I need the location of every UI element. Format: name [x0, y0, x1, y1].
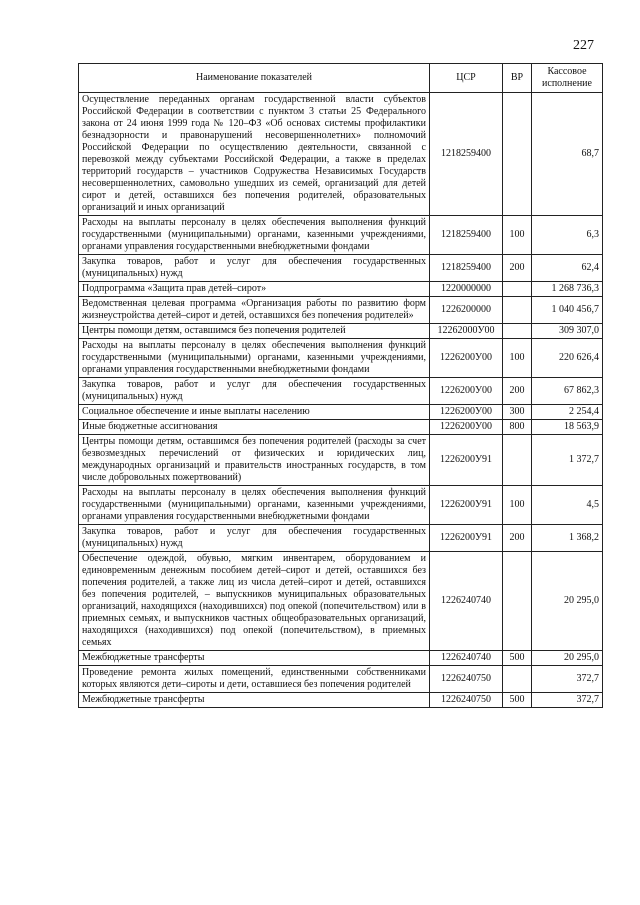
table-row: [79, 525, 603, 552]
cell-csr: 1218259400: [430, 93, 503, 216]
cell-name: Закупка товаров, работ и услуг для обеспечения государственных (муниципальных) нужд: [79, 378, 430, 405]
cell-sum: 372,7: [532, 693, 603, 708]
cell-name: Закупка товаров, работ и услуг для обеспечения государственных (муниципальных) нужд: [79, 525, 430, 552]
table-body: [79, 93, 603, 708]
table-row: [79, 651, 603, 666]
cell-sum: 220 626,4: [532, 339, 603, 378]
cell-sum: 4,5: [532, 486, 603, 525]
cell-sum: 67 862,3: [532, 378, 603, 405]
cell-csr: 1226240750: [430, 666, 503, 693]
cell-vr: 300: [503, 405, 532, 420]
cell-name: Закупка товаров, работ и услуг для обеспечения государственных (муниципальных) нужд: [79, 255, 430, 282]
table-row: [79, 693, 603, 708]
cell-vr: 100: [503, 339, 532, 378]
cell-vr: [503, 93, 532, 216]
cell-csr: 1220000000: [430, 282, 503, 297]
table-row: [79, 486, 603, 525]
header-csr: ЦСР: [430, 64, 503, 93]
cell-sum: 309 307,0: [532, 324, 603, 339]
cell-name: Центры помощи детям, оставшимся без попечения родителей (расходы за счет безвозмездных перечислений от физических и юридических лиц, международных организаций и правительств иностранных государств, в том числе добровольных пожертвований): [79, 435, 430, 486]
cell-vr: 100: [503, 486, 532, 525]
header-sum: Кассовое исполнение: [532, 64, 603, 93]
table-row: [79, 282, 603, 297]
cell-vr: 200: [503, 525, 532, 552]
cell-vr: [503, 297, 532, 324]
cell-name: Подпрограмма «Защита прав детей–сирот»: [79, 282, 430, 297]
table-row: [79, 93, 603, 216]
cell-vr: 200: [503, 378, 532, 405]
cell-vr: [503, 666, 532, 693]
cell-name: Осуществление переданных органам государственной власти субъектов Российской Федерации в соответствии с пунктом 3 статьи 25 Федерального закона от 24 июня 1999 года № 120–ФЗ «Об основах системы профилактики безнадзорности и правонарушений несовершеннолетних» полномочий Российской Федерации по осуществлению деятельности, связанной с перевозкой между субъектами Российской Федерации, а также в пределах территорий государств – участников Содружества Независимых Государств несовершеннолетних, самовольно ушедших из семей, организаций для детей сирот и детей, оставшихся без попечения родителей, образовательных организаций и иных организаций: [79, 93, 430, 216]
cell-vr: 800: [503, 420, 532, 435]
budget-table: [78, 63, 603, 708]
cell-vr: [503, 324, 532, 339]
table-row: [79, 297, 603, 324]
cell-vr: 200: [503, 255, 532, 282]
cell-sum: 2 254,4: [532, 405, 603, 420]
header-vr: ВР: [503, 64, 532, 93]
cell-csr: 1218259400: [430, 216, 503, 255]
cell-name: Обеспечение одеждой, обувью, мягким инвентарем, оборудованием и единовременным денежным пособием детей–сирот и детей, оставшихся без попечения родителей, а также лиц из числа детей–сирот и детей, оставшихся без попечения родителей, – выпускников муниципальных образовательных организаций, находящихся (находившихся) под опекой (попечительством) или в приемных семьях, и выпускников частных общеобразовательных организаций, находящихся (находившихся) под опекой (попечительством), в приемных семьях: [79, 552, 430, 651]
cell-csr: 1218259400: [430, 255, 503, 282]
table-row: [79, 552, 603, 651]
cell-vr: 500: [503, 693, 532, 708]
cell-name: Проведение ремонта жилых помещений, единственными собственниками которых являются дети–сироты и дети, оставшиеся без попечения родителей: [79, 666, 430, 693]
cell-name: Межбюджетные трансферты: [79, 651, 430, 666]
cell-sum: 62,4: [532, 255, 603, 282]
cell-sum: 18 563,9: [532, 420, 603, 435]
cell-csr: 1226240740: [430, 552, 503, 651]
cell-name: Расходы на выплаты персоналу в целях обеспечения выполнения функций государственными (муниципальными) органами, казенными учреждениями, органами управления государственными внебюджетными фондами: [79, 486, 430, 525]
cell-sum: 1 268 736,3: [532, 282, 603, 297]
cell-csr: 1226200У00: [430, 378, 503, 405]
table-row: [79, 324, 603, 339]
table-row: [79, 420, 603, 435]
table-row: [79, 405, 603, 420]
table-row: [79, 216, 603, 255]
cell-csr: 1226200У91: [430, 525, 503, 552]
cell-name: Центры помощи детям, оставшимся без попечения родителей: [79, 324, 430, 339]
cell-csr: 1226200У00: [430, 405, 503, 420]
cell-vr: [503, 552, 532, 651]
cell-csr: 1226200У91: [430, 486, 503, 525]
cell-name: Социальное обеспечение и иные выплаты населению: [79, 405, 430, 420]
cell-sum: 68,7: [532, 93, 603, 216]
cell-name: Иные бюджетные ассигнования: [79, 420, 430, 435]
cell-csr: 1226240750: [430, 693, 503, 708]
cell-csr: 1226200У00: [430, 339, 503, 378]
table-row: [79, 378, 603, 405]
table-row: [79, 255, 603, 282]
cell-sum: 1 040 456,7: [532, 297, 603, 324]
cell-sum: 1 368,2: [532, 525, 603, 552]
cell-sum: 20 295,0: [532, 651, 603, 666]
cell-sum: 6,3: [532, 216, 603, 255]
table-header-row: [79, 64, 603, 93]
cell-csr: 1226240740: [430, 651, 503, 666]
cell-name: Межбюджетные трансферты: [79, 693, 430, 708]
table-row: [79, 435, 603, 486]
cell-name: Ведомственная целевая программа «Организация работы по развитию форм жизнеустройства детей–сирот и детей, оставшихся без попечения родителей»: [79, 297, 430, 324]
cell-vr: 100: [503, 216, 532, 255]
cell-csr: 12262000У00: [430, 324, 503, 339]
table-row: [79, 339, 603, 378]
cell-csr: 1226200000: [430, 297, 503, 324]
cell-sum: 372,7: [532, 666, 603, 693]
cell-vr: 500: [503, 651, 532, 666]
cell-sum: 1 372,7: [532, 435, 603, 486]
page-number: 227: [573, 38, 594, 53]
cell-sum: 20 295,0: [532, 552, 603, 651]
cell-csr: 1226200У00: [430, 420, 503, 435]
cell-name: Расходы на выплаты персоналу в целях обеспечения выполнения функций государственными (муниципальными) органами, казенными учреждениями, органами управления государственными внебюджетными фондами: [79, 339, 430, 378]
cell-csr: 1226200У91: [430, 435, 503, 486]
cell-vr: [503, 435, 532, 486]
cell-vr: [503, 282, 532, 297]
table-row: [79, 666, 603, 693]
cell-name: Расходы на выплаты персоналу в целях обеспечения выполнения функций государственными (муниципальными) органами, казенными учреждениями, органами управления государственными внебюджетными фондами: [79, 216, 430, 255]
header-name: Наименование показателей: [79, 64, 430, 93]
